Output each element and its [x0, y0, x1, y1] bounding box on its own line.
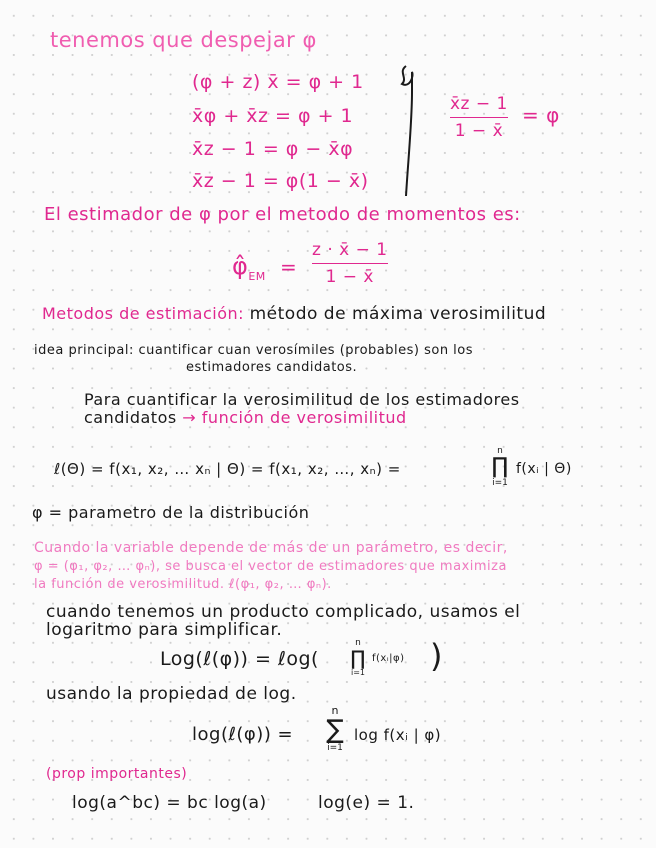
estimator-denominator: 1 − x̄ — [325, 267, 374, 287]
estimator-sub: EM — [248, 269, 266, 283]
result-numerator: x̄z − 1 — [450, 94, 508, 114]
mv-title-rest: método de máxima verosimilitud — [249, 304, 547, 324]
product-symbol: ∏ — [491, 454, 509, 479]
product-term: f(xᵢ | Θ) — [516, 461, 572, 477]
sum-symbol: ∑ — [326, 715, 344, 745]
multi-param-line: φ = (φ₁, φ₂, … φₙ), se busca el vector de estimadores que maximiza — [34, 559, 507, 574]
product-upper: n — [497, 446, 503, 456]
log-eq1-close: ) — [430, 637, 443, 675]
derivation-line: x̄z − 1 = φ(1 − x̄) — [192, 170, 369, 192]
estimator-fraction — [312, 240, 388, 287]
derivation-line: x̄z − 1 = φ − x̄φ — [192, 138, 354, 160]
property-item: log(e) = 1. — [318, 793, 415, 813]
estimator-numerator: z · x̄ − 1 — [312, 240, 388, 260]
estimator-lhs: φ̂ — [232, 252, 249, 280]
product-lower: i=1 — [492, 478, 508, 488]
estimator-eq: = — [279, 255, 298, 279]
arrow-icon: → — [182, 408, 197, 427]
log-eq1-lhs: Log(ℓ(φ)) = ℓog( — [160, 648, 319, 670]
product-lower: i=1 — [350, 668, 365, 677]
sum-lower: i=1 — [327, 743, 343, 753]
quantify-line2 — [84, 410, 407, 426]
fraction-bar — [450, 117, 508, 118]
multi-param-line: Cuando la variable depende de más de un parámetro, es decir, — [34, 540, 508, 556]
product-upper: n — [355, 638, 361, 648]
product-symbol: ∏ — [350, 646, 366, 670]
result-fraction — [450, 94, 508, 141]
log-eq1-term: f(xᵢ|φ) — [372, 653, 405, 664]
derivation-line: (φ + z) x̄ = φ + 1 — [192, 71, 364, 93]
property-item: log(a^bc) = bc log(a) — [72, 793, 267, 813]
likelihood-equation: ℓ(Θ) = f(x₁, x₂, … xₙ | Θ) = f(x₁, x₂, …, xₙ) = — [54, 460, 401, 478]
multi-param-line: la función de verosimilitud. ℓ(φ₁, φ₂, … φₙ). — [34, 577, 332, 592]
product-operator — [486, 446, 514, 488]
result-denominator: 1 − x̄ — [454, 121, 504, 141]
log-eq2-term: log f(xᵢ | φ) — [354, 726, 442, 744]
estimator-symbol — [232, 254, 297, 282]
mv-title-label: Metodos de estimación: — [42, 304, 245, 323]
idea-line1: idea principal: cuantificar cuan verosímiles (probables) son los — [34, 343, 474, 358]
log-eq2-sum — [322, 704, 348, 753]
log-property: usando la propiedad de log. — [46, 684, 297, 704]
phi-definition: φ = parametro de la distribución — [32, 503, 310, 522]
fraction-bar — [312, 263, 388, 264]
quantify-line1: Para cuantificar la verosimilitud de los estimadores — [84, 390, 520, 409]
quantify-candidates: candidatos — [84, 408, 177, 427]
log-eq2-lhs: log(ℓ(φ)) = — [192, 724, 294, 745]
props-title: (prop importantes) — [46, 766, 188, 782]
mv-title — [42, 306, 546, 323]
result-rhs: = φ — [522, 103, 560, 127]
log-intro-line: cuando tenemos un producto complicado, usamos el — [46, 602, 521, 622]
log-eq1-product — [346, 638, 370, 677]
derivation-line: x̄φ + x̄z = φ + 1 — [192, 105, 354, 127]
mm-sentence: El estimador de φ por el metodo de momentos es: — [44, 204, 521, 225]
log-intro-line: logaritmo para simplificar. — [46, 620, 283, 640]
brace-divider — [392, 62, 432, 202]
idea-line2: estimadores candidatos. — [186, 360, 358, 375]
sum-upper: n — [331, 704, 339, 717]
header-note: tenemos que despejar φ — [50, 28, 317, 52]
likelihood-function-label: función de verosimilitud — [201, 408, 407, 427]
